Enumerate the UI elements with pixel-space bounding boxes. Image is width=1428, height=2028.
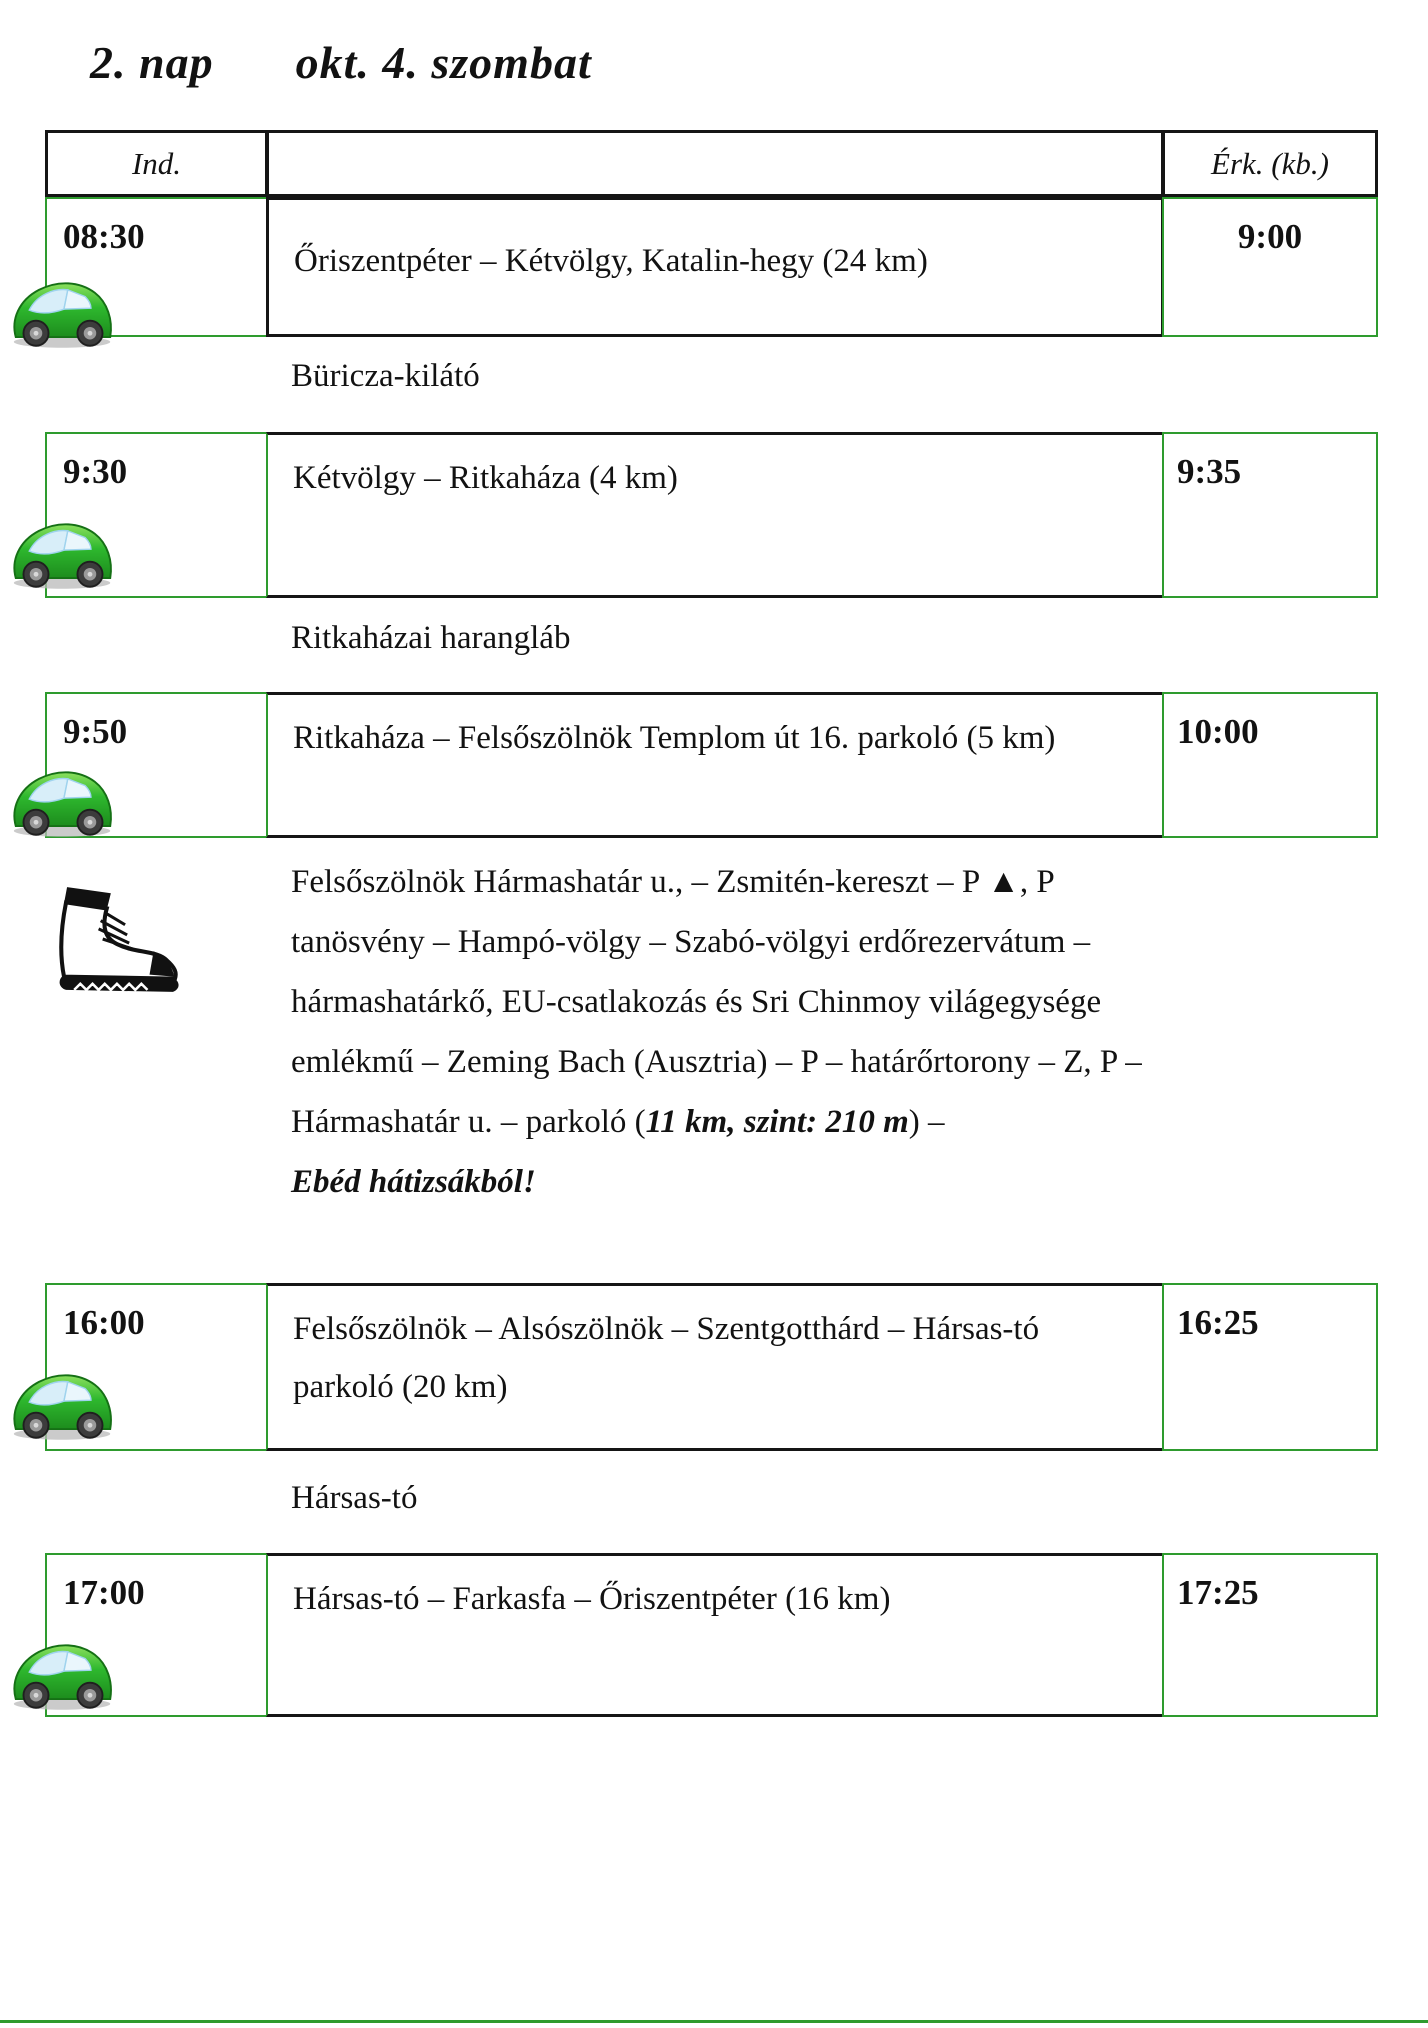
car-icon	[10, 764, 116, 840]
route-text: Ritkaháza – Felsőszölnök Templom út 16. parkoló (5 km)	[293, 720, 1056, 756]
depart-time: 16:00	[63, 1303, 145, 1342]
depart-cell	[45, 1283, 268, 1451]
depart-cell	[45, 1553, 268, 1717]
depart-cell	[45, 432, 268, 598]
table-row	[0, 432, 1428, 598]
header-arrive-cell	[1162, 130, 1378, 197]
route-text: Őriszentpéter – Kétvölgy, Katalin-hegy (24 km)	[294, 243, 928, 279]
car-icon	[10, 275, 116, 351]
date-label: okt. 4. szombat	[295, 37, 592, 88]
arrive-time: 9:35	[1177, 452, 1242, 491]
arrive-time: 17:25	[1177, 1573, 1259, 1612]
hiking-boot-icon	[40, 882, 200, 996]
arrive-time: 16:25	[1177, 1303, 1259, 1342]
table-header-row	[0, 130, 1428, 197]
route-cell	[266, 1283, 1164, 1451]
stop-name: Büricza-kilátó	[291, 358, 480, 394]
arrive-cell	[1162, 1283, 1378, 1451]
route-text: Kétvölgy – Ritkaháza (4 km)	[293, 460, 678, 496]
table-row	[0, 692, 1428, 838]
arrive-cell	[1162, 1553, 1378, 1717]
car-icon	[10, 1367, 116, 1443]
route-cell	[266, 432, 1164, 598]
car-icon	[10, 516, 116, 592]
arrive-cell	[1162, 197, 1378, 337]
arrive-cell	[1162, 692, 1378, 838]
arrive-time: 9:00	[1237, 217, 1303, 256]
stop-name: Hársas-tó	[291, 1480, 418, 1516]
depart-time: 08:30	[63, 217, 145, 256]
arrive-cell	[1162, 432, 1378, 598]
route-text: Felsőszölnök – Alsószölnök – Szentgotthárd – Hársas-tó parkoló (20 km)	[293, 1311, 1040, 1405]
route-cell	[266, 197, 1164, 337]
hike-route-text: Felsőszölnök Hármashatár u., – Zsmitén-kereszt – P ▲, P tanösvény – Hampó-völgy – Szabó-völgyi erdőrezervátum – hármashatárkő, EU-csatlakozás és Sri Chinmoy világegysége emlékmű – Zeming Bach (Ausztria) – P – határőrtorony – Z, P – Hármashatár u. – parkoló (	[291, 864, 1142, 1140]
depart-time: 17:00	[63, 1573, 145, 1612]
page-bottom-divider	[0, 2020, 1428, 2023]
lunch-note: Ebéd hátizsákból!	[291, 1164, 536, 1200]
header-route-cell	[266, 130, 1164, 197]
depart-cell	[45, 197, 268, 337]
depart-time: 9:50	[63, 712, 128, 751]
table-row	[0, 1283, 1428, 1451]
car-icon	[10, 1637, 116, 1713]
hike-description	[291, 852, 1179, 1212]
route-cell	[266, 1553, 1164, 1717]
depart-cell	[45, 692, 268, 838]
page-title	[90, 36, 592, 89]
table-row	[0, 1553, 1428, 1717]
route-text: Hársas-tó – Farkasfa – Őriszentpéter (16 km)	[293, 1581, 891, 1617]
day-label: 2. nap	[90, 37, 214, 88]
hike-route-text-end: ) –	[908, 1104, 945, 1140]
hike-distance-text: 11 km, szint: 210 m	[645, 1104, 909, 1140]
arrive-time: 10:00	[1177, 712, 1259, 751]
depart-column-label: Ind.	[131, 145, 182, 181]
header-depart-cell	[45, 130, 268, 197]
stop-name: Ritkaházai harangláb	[291, 620, 571, 656]
route-cell	[266, 692, 1164, 838]
table-row	[0, 197, 1428, 337]
depart-time: 9:30	[63, 452, 128, 491]
arrive-column-label: Érk. (kb.)	[1211, 145, 1329, 181]
